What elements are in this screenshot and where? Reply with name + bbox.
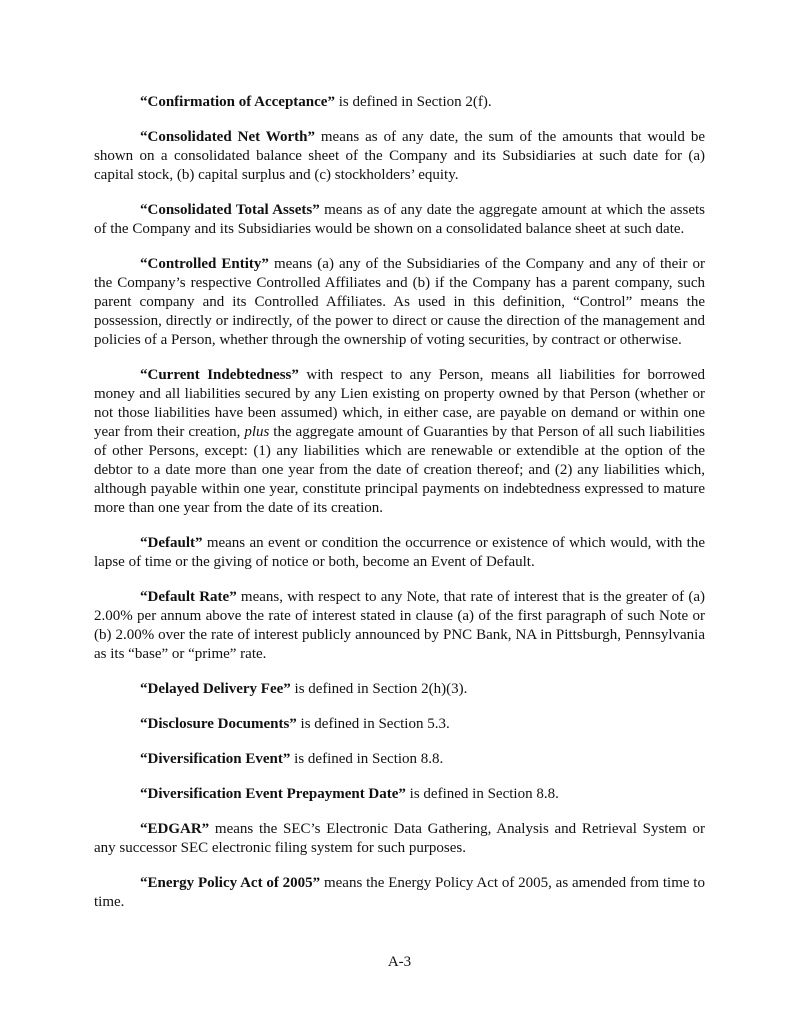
definition-controlled-entity [94,255,705,350]
definition-text: means, with respect to any Note, that rate of interest that is the greater of (a) 2.00% per annum above the rate of interest stated in clause (a) of the first paragraph of such Note or (b) 2.00% over the rate of interest publicly announced by PNC Bank, NA in Pittsburgh, Pennsylvania as its “base” or “prime” rate. [94,589,705,662]
definition-text: means as of any date, the sum of the amounts that would be shown on a consolidated balance sheet of the Company and its Subsidiaries at such date for (a) capital stock, (b) capital surplus and (c) stockholders’ equity. [94,129,705,183]
defined-term: “Diversification Event” [140,751,291,767]
definition-energy-policy-act [94,874,705,912]
definition-edgar [94,820,705,858]
defined-term: “Default” [140,535,203,551]
defined-term: “Diversification Event Prepayment Date” [140,786,406,802]
definition-confirmation-of-acceptance [94,93,705,112]
definition-default-rate [94,588,705,664]
defined-term: “Consolidated Total Assets” [140,202,320,218]
definition-text: means the SEC’s Electronic Data Gathering, Analysis and Retrieval System or any successor SEC electronic filing system for such purposes. [94,821,705,856]
defined-term: “Energy Policy Act of 2005” [140,875,321,891]
definition-text: the aggregate amount of Guaranties by that Person of all such liabilities of other Persons, except: (1) any liabilities which are renewable or extendible at the option of the debtor to a date more than one year from the date of creation thereof; and (2) any liabilities which, although payable within one year, constitute principal payments on indebtedness expressed to mature more than one year from the date of its creation. [94,424,705,516]
definition-current-indebtedness [94,366,705,518]
definition-consolidated-net-worth [94,128,705,185]
definition-text: means an event or condition the occurrence or existence of which would, with the lapse of time or the giving of notice or both, become an Event of Default. [94,535,705,570]
defined-term: “Default Rate” [140,589,237,605]
definition-text: is defined in Section 5.3. [296,716,450,732]
definition-delayed-delivery-fee [94,680,705,699]
defined-term: “Confirmation of Acceptance” [140,94,335,110]
definition-text: means (a) any of the Subsidiaries of the Company and any of their or the Company’s respective Controlled Affiliates and (b) if the Company has a parent company, such parent company and its Controlled Affiliates. As used in this definition, “Control” means the possession, directly or indirectly, of the power to direct or cause the direction of the management and policies of a Person, whether through the ownership of voting securities, by contract or otherwise. [94,256,705,348]
definition-text: is defined in Section 8.8. [405,786,559,802]
definition-text: is defined in Section 8.8. [290,751,444,767]
definition-text: is defined in Section 2(h)(3). [290,681,468,697]
definition-text: means the Energy Policy Act of 2005, as amended from time to time. [94,875,705,910]
definition-diversification-event [94,750,705,769]
page-number: A-3 [387,954,412,970]
definition-text: with respect to any Person, means all liabilities for borrowed money and all liabilities secured by any Lien existing on property owned by that Person (whether or not those liabilities have been assumed) which, in either case, are payable on demand or within one year from their creation, [94,367,705,440]
defined-term: “Delayed Delivery Fee” [140,681,291,697]
definition-diversification-event-prepayment-date [94,785,705,804]
definition-disclosure-documents [94,715,705,734]
definition-consolidated-total-assets [94,201,705,239]
definition-text: means as of any date the aggregate amount at which the assets of the Company and its Subsidiaries would be shown on a consolidated balance sheet at such date. [94,202,705,237]
defined-term: “Consolidated Net Worth” [140,129,315,145]
definition-default [94,534,705,572]
defined-term: “Current Indebtedness” [140,367,299,383]
defined-term: “Controlled Entity” [140,256,269,272]
defined-term: “EDGAR” [140,821,210,837]
definition-emphasis: plus [244,424,270,440]
definition-text: is defined in Section 2(f). [334,94,492,110]
defined-term: “Disclosure Documents” [140,716,297,732]
document-body [94,93,705,928]
